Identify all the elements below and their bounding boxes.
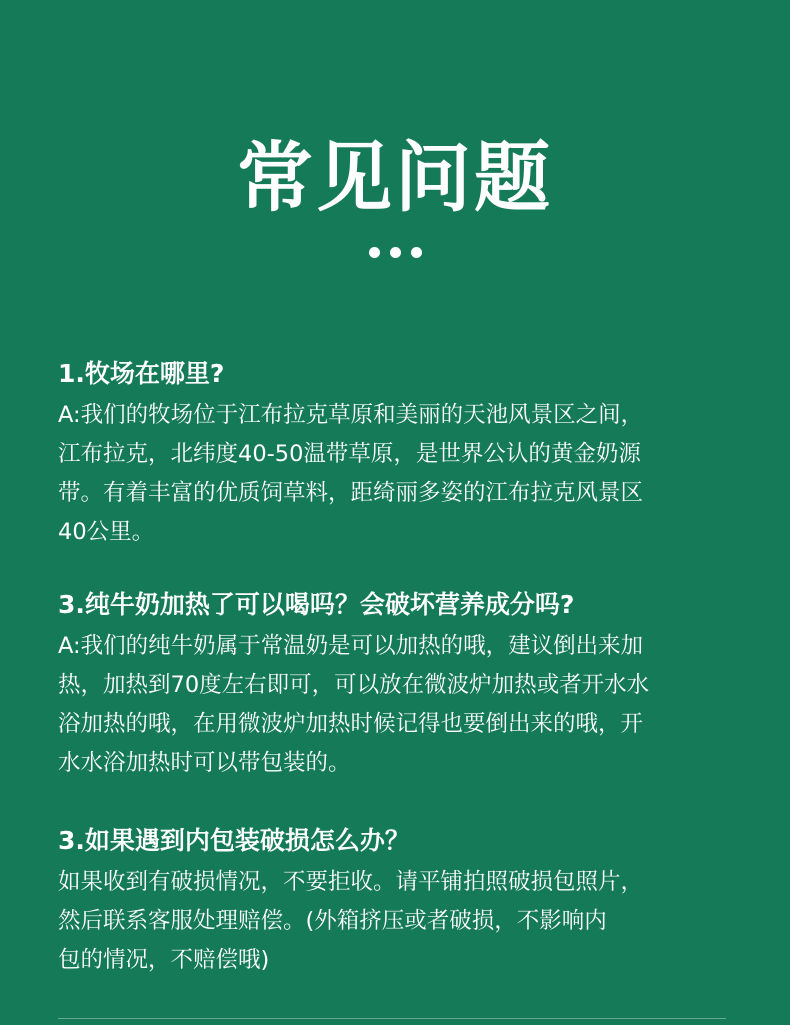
faq-answer — [58, 396, 738, 552]
faq-question: 1.牧场在哪里? — [58, 359, 225, 388]
faq-answer-line: A:我们的纯牛奶属于常温奶是可以加热的哦，建议倒出来加 — [58, 633, 644, 659]
decorative-dots — [0, 247, 790, 258]
faq-answer-line: 包的情况，不赔偿哦) — [58, 947, 270, 973]
faq-item-location — [58, 356, 738, 552]
faq-answer-line: 带。有着丰富的优质饲草料，距绮丽多姿的江布拉克风景区 — [58, 480, 644, 506]
dot-icon — [390, 247, 401, 258]
faq-answer — [58, 627, 738, 783]
faq-answer-line: 水水浴加热时可以带包装的。 — [58, 750, 351, 776]
dot-icon — [369, 247, 380, 258]
faq-question: 3.如果遇到内包装破损怎么办？ — [58, 826, 410, 855]
bottom-divider — [58, 1018, 726, 1019]
faq-answer-line: 40公里。 — [58, 519, 155, 545]
faq-answer-line: 江布拉克，北纬度40-50温带草原，是世界公认的黄金奶源 — [58, 441, 641, 467]
faq-item-heating — [58, 587, 738, 783]
faq-answer-line: A:我们的牧场位于江布拉克草原和美丽的天池风景区之间， — [58, 402, 644, 428]
dot-icon — [411, 247, 422, 258]
faq-answer-line: 如果收到有破损情况，不要拒收。请平铺拍照破损包照片， — [58, 869, 644, 895]
faq-answer-line: 热，加热到70度左右即可，可以放在微波炉加热或者开水水 — [58, 672, 650, 698]
faq-item-damaged-package — [58, 823, 738, 980]
faq-question: 3.纯牛奶加热了可以喝吗？会破坏营养成分吗? — [58, 590, 575, 619]
faq-answer-line: 浴加热的哦，在用微波炉加热时候记得也要倒出来的哦，开 — [58, 711, 644, 737]
faq-answer-line: 然后联系客服处理赔偿。(外箱挤压或者破损，不影响内 — [58, 908, 607, 934]
page-title: 常见问题 — [237, 133, 553, 222]
faq-answer — [58, 863, 738, 980]
